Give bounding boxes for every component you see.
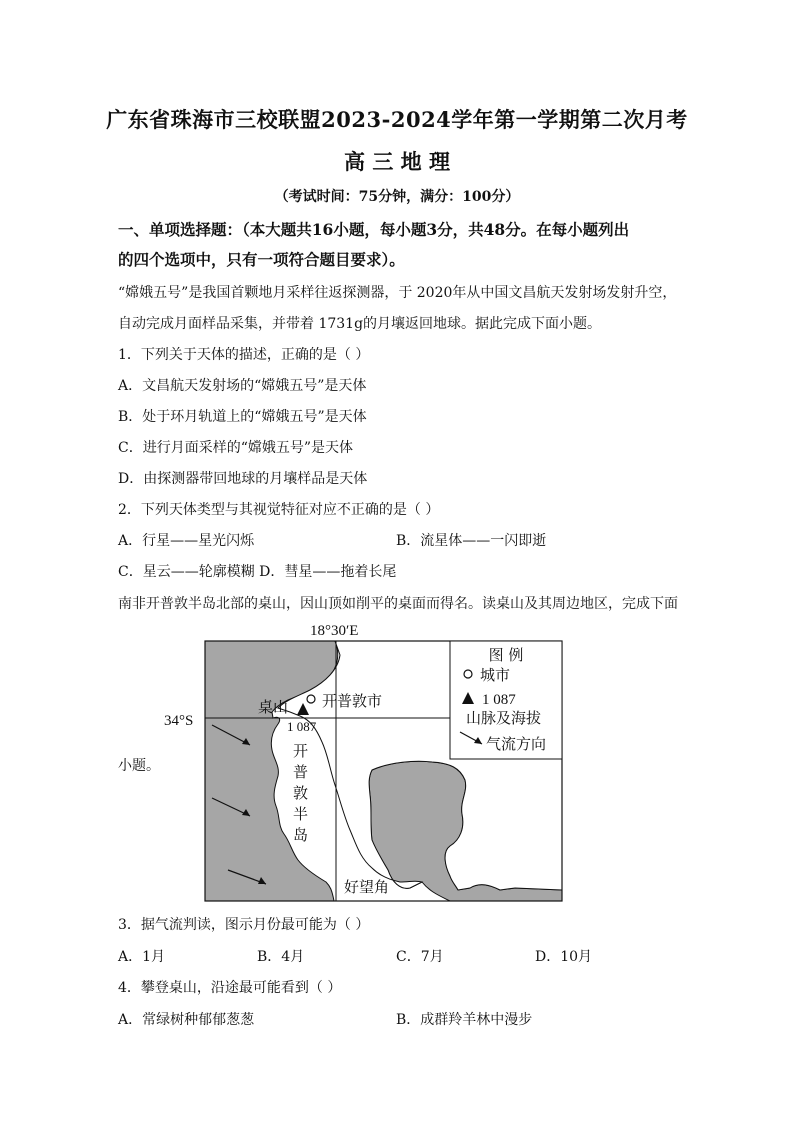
cape-town-city-icon [307,695,315,703]
section-heading-line-1: 一、单项选择题：（本大题共16小题，每小题3分，共48分。在每小题列出 [118,220,630,239]
exam-info: （考试时间：75分钟，满分：100分） [274,189,520,205]
question-3-option-d: D．10月 [535,949,593,965]
question-3-stem: 3．据气流判读，图示月份最可能为（ ） [118,917,370,933]
longitude-label: 18°30′E [310,623,359,639]
question-1-option-d: D．由探测器带回地球的月壤样品是天体 [118,471,368,487]
legend-elevation-sample: 1 087 [482,692,516,708]
question-1-option-a: A．文昌航天发射场的“嫦娥五号”是天体 [118,378,367,394]
passage-2-line-1: 南非开普敦半岛北部的桌山，因山顶如削平的桌面而得名。读桌山及其周边地区，完成下面 [118,596,678,612]
question-2-option-a: A．行星——星光闪烁 [118,533,255,549]
passage-2-line-2: 小题。 [118,758,160,774]
question-4-stem: 4．攀登桌山，沿途最可能看到（ ） [118,980,342,996]
question-2-option-b: B．流星体——一闪即逝 [396,533,547,549]
paper-subtitle: 高 三 地 理 [344,149,450,174]
cape-of-good-hope-label: 好望角 [344,878,390,896]
table-mountain-map [160,620,570,905]
cape-town-label: 开普敦市 [322,692,383,710]
legend-city-icon [464,670,472,678]
passage-1-line-1: “嫦娥五号”是我国首颗地月采样往返探测器，于 2020年从中国文昌航天发射场发射升空， [118,285,677,301]
question-4-option-b: B．成群羚羊林中漫步 [396,1012,533,1028]
paper-title: 广东省珠海市三校联盟2023-2024学年第一学期第二次月考 [106,107,688,132]
question-4-option-a: A．常绿树种郁郁葱葱 [118,1012,255,1028]
question-2-stem: 2．下列天体类型与其视觉特征对应不正确的是（ ） [118,502,440,518]
question-1-option-c: C．进行月面采样的“嫦娥五号”是天体 [118,440,354,456]
question-3-option-b: B．4月 [257,949,305,965]
question-1-stem: 1．下列关于天体的描述，正确的是（ ） [118,347,370,363]
map-svg [160,620,570,905]
peninsula-label-char-5: 岛 [293,826,309,844]
legend-airflow-label: 气流方向 [486,735,547,753]
question-3-option-c: C．7月 [396,949,444,965]
table-mountain-elevation: 1 087 [287,719,317,734]
peninsula-label-char-4: 半 [293,805,309,823]
question-3-option-a: A．1月 [118,949,166,965]
legend-mountain-label: 山脉及海拔 [466,709,542,727]
legend-city-label: 城市 [480,666,511,684]
legend-title: 图 例 [488,646,524,664]
question-2-options-c-d: C．星云——轮廓模糊 D．彗星——拖着长尾 [118,564,397,580]
passage-1-line-2: 自动完成月面样品采集，并带着 1731g的月壤返回地球。据此完成下面小题。 [118,316,602,332]
peninsula-label-char-1: 开 [293,742,309,760]
latitude-label: 34°S [164,713,194,729]
peninsula-label-char-3: 敦 [293,784,309,802]
question-1-option-b: B．处于环月轨道上的“嫦娥五号”是天体 [118,409,367,425]
peninsula-label-char-2: 普 [293,763,309,781]
table-mountain-label: 桌山 [258,698,289,716]
section-heading-line-2: 的四个选项中，只有一项符合题目要求）。 [118,250,405,269]
